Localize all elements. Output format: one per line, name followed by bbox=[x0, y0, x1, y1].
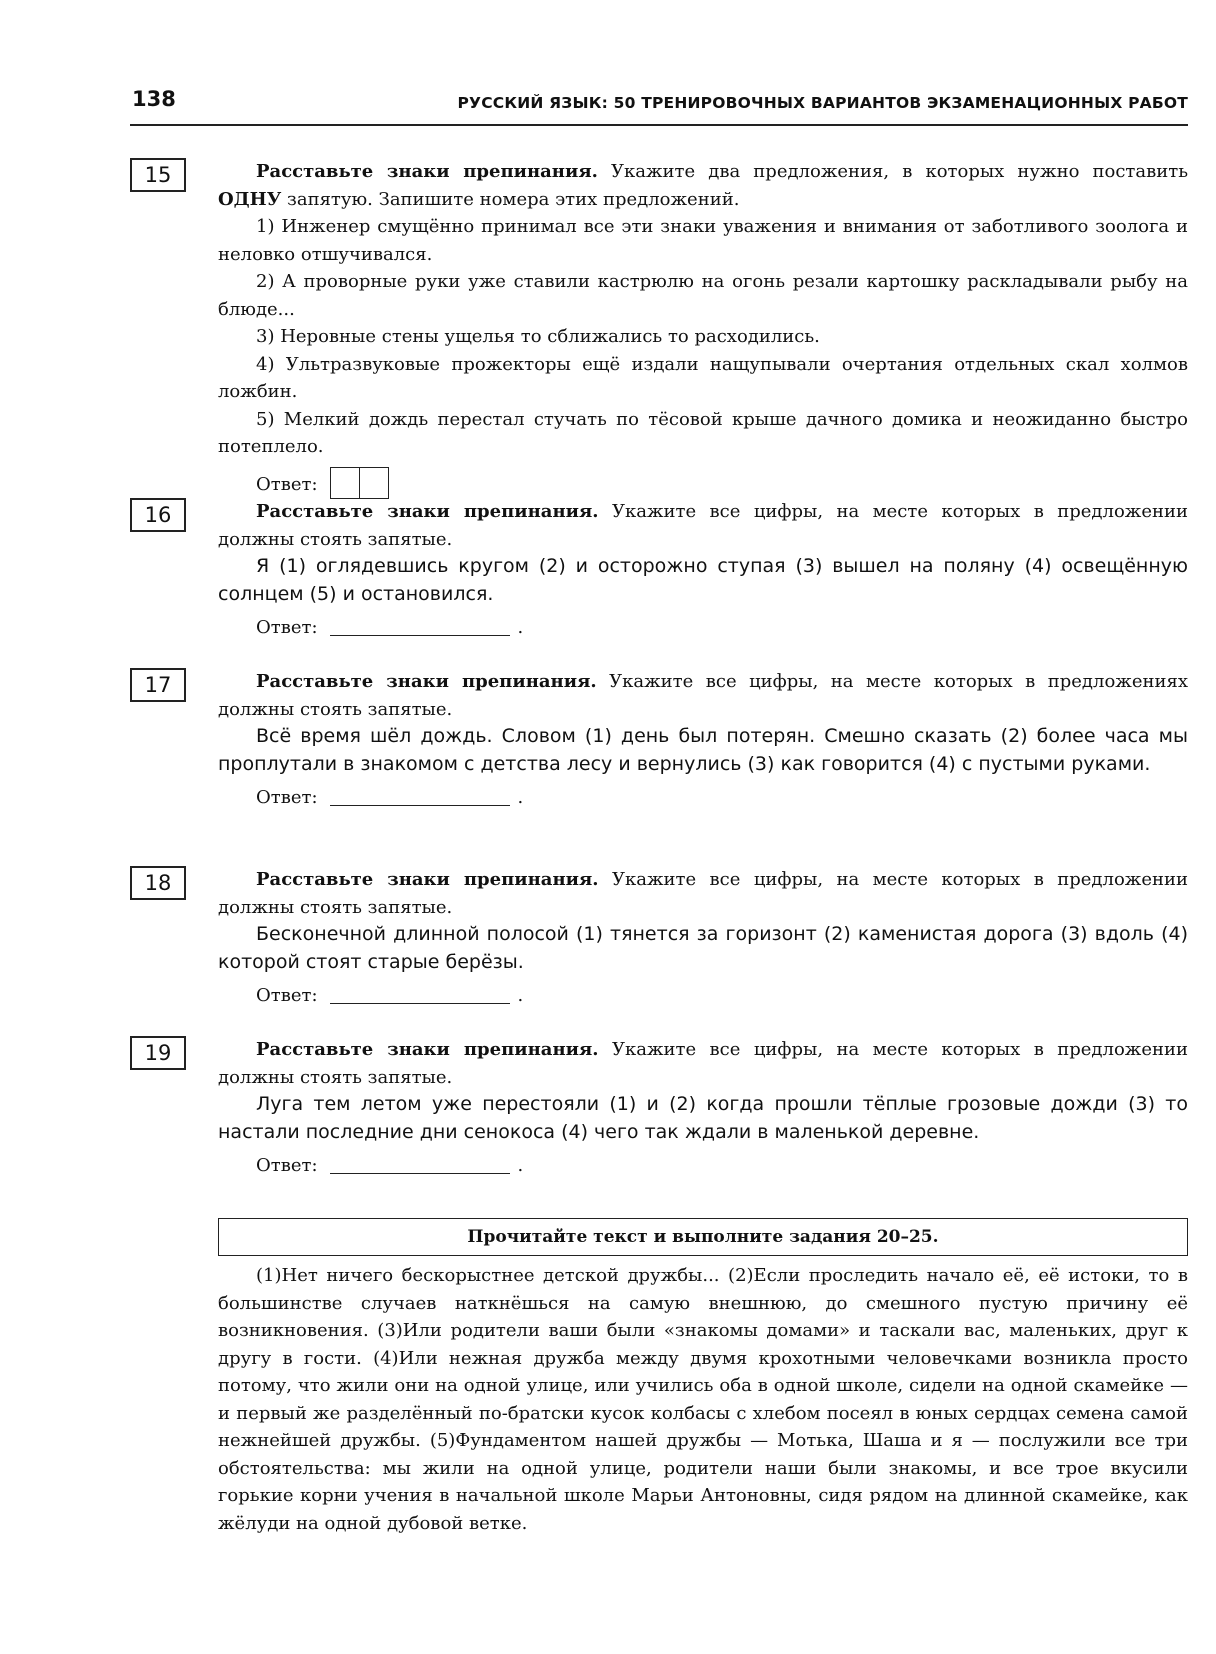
task-number-box: 15 bbox=[130, 158, 186, 192]
task-instruction bbox=[218, 498, 1188, 553]
reading-paragraph: (1)Нет ничего бескорыстнее детской дружбы... (2)Если проследить начало её, её истоки, то в большинстве случаев наткнёшься на самую внешнюю, до смешного пустую причину её возникновения. (3)Или родители ваши были «знакомы домами» и таскали вас, маленьких, друг к другу в гости. (4)Или нежная дружба между двумя крохотными человечками возникла просто потому, что жили они на одной улице, или учились оба в одной школе, сидели на одной скамейке — и первый же разделённый по-братски кусок колбасы с хлебом посеял в юных сердцах семена самой нежнейшей дружбы. (5)Фундаментом нашей дружбы — Мотька, Шаша и я — послужили все три обстоятельства: мы жили на одной улице, родители наши были знакомы, и все трое вкусили горькие корни учения в начальной школе Марьи Антоновны, сидя рядом на длинной скамейке, как жёлуди на одной дубовой ветке. bbox=[218, 1265, 1188, 1534]
task-number-box: 18 bbox=[130, 866, 186, 900]
sentence-1: 1) Инженер смущённо принимал все эти знаки уважения и внимания от заботливого зоолога и неловко отшучивался. bbox=[218, 216, 1188, 265]
instruction-bold: Расставьте знаки препинания. bbox=[256, 161, 598, 182]
answer-row bbox=[218, 614, 1188, 642]
task-instruction bbox=[218, 158, 1188, 213]
page-number: 138 bbox=[132, 87, 176, 111]
answer-label: Ответ: bbox=[256, 985, 318, 1006]
instruction-text: Укажите все цифры, на месте которых в предложении должны стоять запятые. bbox=[218, 869, 1188, 918]
answer-label: Ответ: bbox=[256, 787, 318, 808]
answer-label: Ответ: bbox=[256, 617, 318, 638]
task-instruction bbox=[218, 668, 1188, 723]
answer-line[interactable] bbox=[330, 635, 510, 636]
answer-row bbox=[218, 784, 1188, 812]
task-instruction bbox=[218, 866, 1188, 921]
task-body bbox=[218, 1036, 1188, 1180]
instruction-text: Укажите два предложения, в которых нужно поставить bbox=[597, 161, 1189, 182]
answer-cells[interactable] bbox=[330, 467, 389, 499]
sentence-3: 3) Неровные стены ущелья то сближались то расходились. bbox=[256, 326, 820, 347]
answer-row bbox=[218, 1152, 1188, 1180]
instruction-bold: Расставьте знаки препинания. bbox=[256, 1039, 599, 1060]
task-instruction bbox=[218, 1036, 1188, 1091]
instruction-text: запятую. Запишите номера этих предложений. bbox=[281, 188, 740, 210]
task-body bbox=[218, 866, 1188, 1010]
task-number-box: 17 bbox=[130, 668, 186, 702]
task-number-box: 16 bbox=[130, 498, 186, 532]
answer-row bbox=[218, 467, 1188, 499]
task-text: Всё время шёл дождь. Словом (1) день был потерян. Смешно сказать (2) более часа мы проплутали в знакомом с детства лесу и вернулись (3) как говорится (4) с пустыми руками. bbox=[218, 725, 1188, 775]
sentence-2: 2) А проворные руки уже ставили кастрюлю на огонь резали картошку раскладывали рыбу на блюде... bbox=[218, 271, 1188, 320]
page-header bbox=[130, 84, 1188, 126]
sentence-5: 5) Мелкий дождь перестал стучать по тёсовой крыше дачного домика и неожиданно быстро потеплело. bbox=[218, 408, 1188, 457]
task-text: Бесконечной длинной полосой (1) тянется за горизонт (2) каменистая дорога (3) вдоль (4) которой стоят старые берёзы. bbox=[218, 923, 1188, 973]
instruction-text: Укажите все цифры, на месте которых в предложениях должны стоять запятые. bbox=[218, 671, 1188, 720]
instruction-emphasis: ОДНУ bbox=[218, 188, 282, 210]
answer-row bbox=[218, 982, 1188, 1010]
task-body bbox=[218, 668, 1188, 812]
task-body bbox=[218, 158, 1188, 499]
answer-label: Ответ: bbox=[256, 474, 318, 495]
answer-cell[interactable] bbox=[331, 468, 359, 498]
answer-line[interactable] bbox=[330, 805, 510, 806]
instruction-bold: Расставьте знаки препинания. bbox=[256, 869, 599, 890]
instruction-bold: Расставьте знаки препинания. bbox=[256, 671, 597, 692]
task-number-box: 19 bbox=[130, 1036, 186, 1070]
answer-end: . bbox=[517, 1155, 524, 1176]
running-title: РУССКИЙ ЯЗЫК: 50 ТРЕНИРОВОЧНЫХ ВАРИАНТОВ ЭКЗАМЕНАЦИОННЫХ РАБОТ bbox=[457, 94, 1188, 112]
answer-end: . bbox=[517, 617, 524, 638]
sentence-4: 4) Ультразвуковые прожекторы ещё издали нащупывали очертания отдельных скал холмов ложбин. bbox=[218, 353, 1188, 402]
reading-instruction-box: Прочитайте текст и выполните задания 20–25. bbox=[218, 1218, 1188, 1256]
task-text: Луга тем летом уже перестояли (1) и (2) когда прошли тёплые грозовые дожди (3) то настали последние дни сенокоса (4) чего так ждали в маленькой деревне. bbox=[218, 1093, 1188, 1143]
answer-end: . bbox=[517, 985, 524, 1006]
instruction-bold: Расставьте знаки препинания. bbox=[256, 501, 599, 522]
answer-line[interactable] bbox=[330, 1173, 510, 1174]
instruction-text: Укажите все цифры, на месте которых в предложении должны стоять запятые. bbox=[218, 1039, 1188, 1088]
answer-label: Ответ: bbox=[256, 1155, 318, 1176]
answer-cell[interactable] bbox=[359, 468, 388, 498]
answer-line[interactable] bbox=[330, 1003, 510, 1004]
reading-text-block bbox=[218, 1262, 1188, 1537]
task-text: Я (1) оглядевшись кругом (2) и осторожно ступая (3) вышел на поляну (4) освещённую солнцем (5) и остановился. bbox=[218, 555, 1188, 605]
instruction-text: Укажите все цифры, на месте которых в предложении должны стоять запятые. bbox=[218, 501, 1188, 550]
answer-end: . bbox=[517, 787, 524, 808]
task-body bbox=[218, 498, 1188, 642]
